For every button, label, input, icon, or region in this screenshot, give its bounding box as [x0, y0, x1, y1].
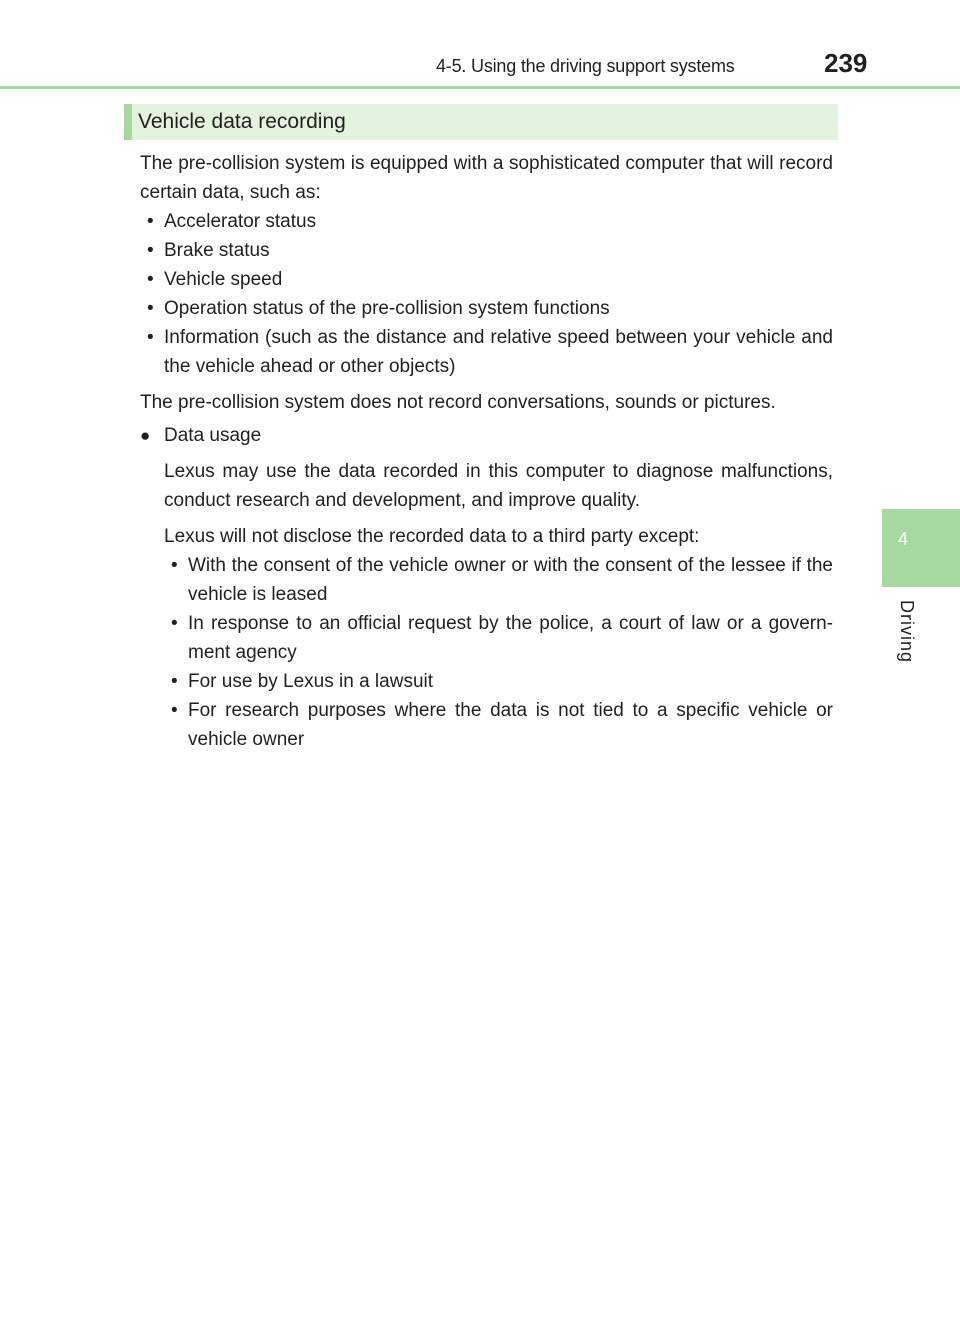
data-usage-body: [140, 457, 833, 754]
note-paragraph: The pre-collision system does not record conversations, sounds or pictures.: [140, 392, 776, 413]
bullet-dot-icon: •: [171, 613, 178, 634]
list-item: • Brake status: [164, 236, 833, 265]
recorded-data-list: [140, 207, 833, 381]
list-item: • In response to an official request by the police, a court of law or a govern-ment agency: [188, 609, 833, 667]
section-title: Vehicle data recording: [138, 110, 346, 133]
bullet-dot-icon: •: [147, 327, 154, 348]
disclosure-paragraph: Lexus will not disclose the recorded data to a third party except:: [164, 526, 700, 547]
bullet-dot-icon: •: [147, 298, 154, 319]
bullet-dot-icon: •: [171, 671, 178, 692]
section-heading-bar: [124, 104, 132, 140]
page-number: 239: [824, 48, 868, 78]
chapter-label: Driving: [897, 600, 917, 664]
list-item: • Accelerator status: [164, 207, 833, 236]
data-usage-heading: ● Data usage: [140, 421, 833, 450]
bullet-dot-icon: •: [171, 555, 178, 576]
bullet-dot-icon: •: [147, 269, 154, 290]
list-item: • With the consent of the vehicle owner or with the consent of the lessee if the vehicle is leased: [188, 551, 833, 609]
section-content: [140, 149, 833, 754]
filled-circle-icon: ●: [140, 426, 151, 445]
page-header: [0, 0, 960, 90]
header-divider: [0, 86, 960, 89]
data-usage-paragraph: Lexus may use the data recorded in this computer to diagnose malfunctions, conduct research and development, and improve quality.: [164, 461, 833, 511]
list-item: • Information (such as the distance and relative speed between your vehicle and the vehicle ahead or other objects): [164, 323, 833, 381]
section-heading: [124, 104, 838, 140]
bullet-dot-icon: •: [147, 240, 154, 261]
list-item: • Vehicle speed: [164, 265, 833, 294]
bullet-dot-icon: •: [171, 700, 178, 721]
list-item: • For research purposes where the data is not tied to a specific vehicle or vehicle owner: [188, 696, 833, 754]
section-header-title: 4-5. Using the driving support systems: [436, 56, 735, 76]
list-item: • For use by Lexus in a lawsuit: [188, 667, 833, 696]
chapter-number: 4: [897, 529, 908, 549]
disclosure-exceptions-list: [164, 551, 833, 754]
bullet-dot-icon: •: [147, 211, 154, 232]
intro-paragraph: The pre-collision system is equipped with a sophisticated computer that will record certain data, such as:: [140, 153, 833, 203]
list-item: • Operation status of the pre-collision system functions: [164, 294, 833, 323]
